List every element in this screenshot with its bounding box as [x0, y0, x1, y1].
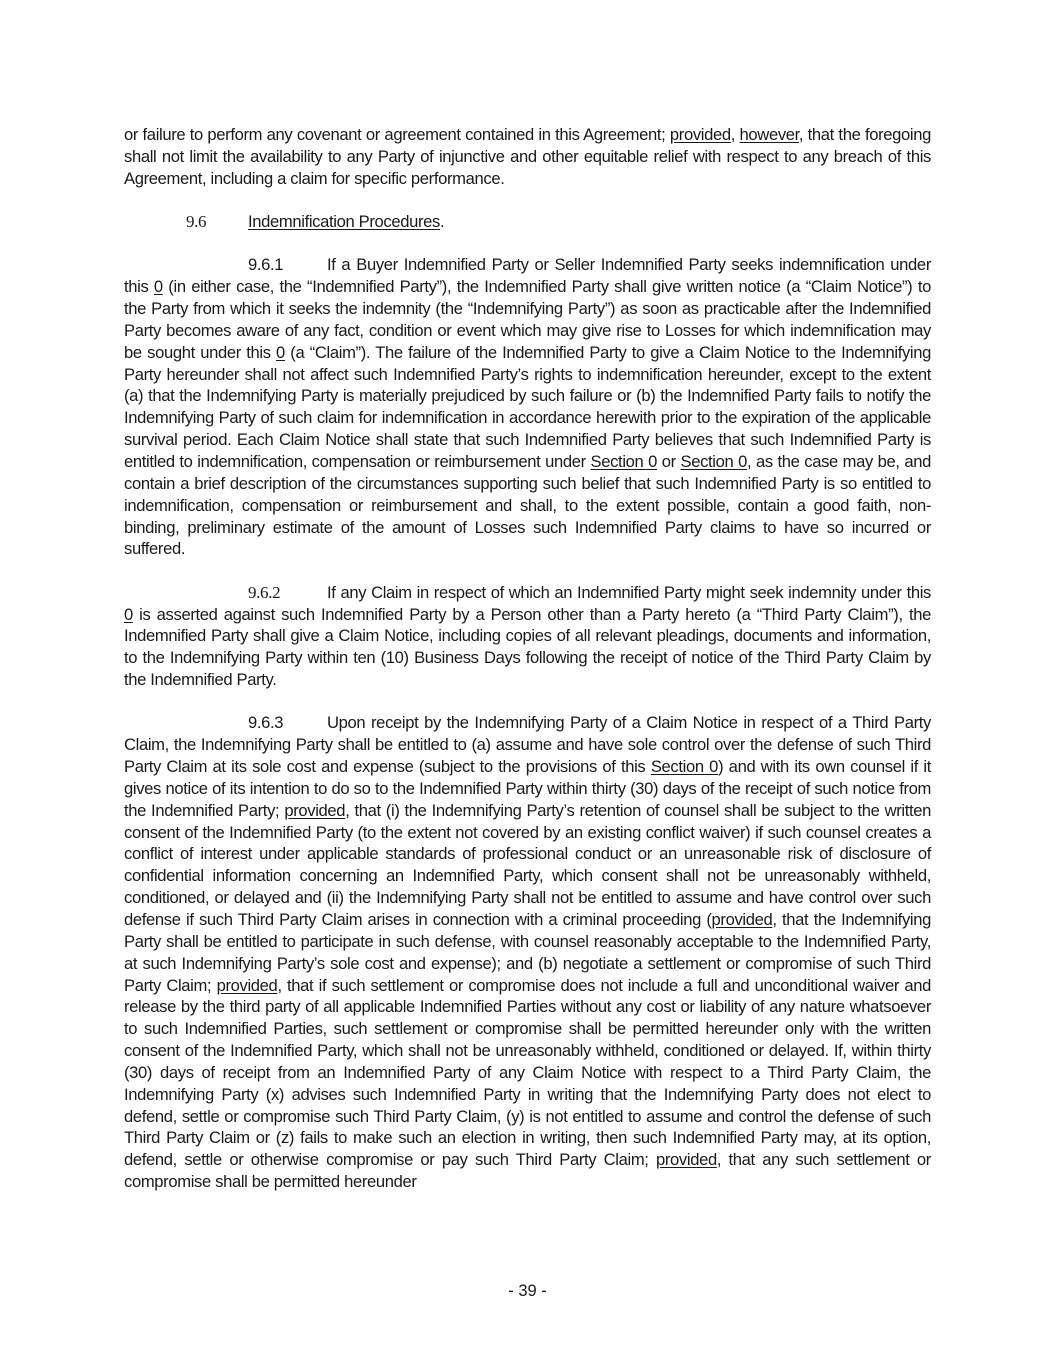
cross-reference: Section 0	[650, 757, 719, 777]
text: If any Claim in respect of which an Indemnified Party might seek indemnity under this	[327, 582, 931, 602]
cross-reference: Section 0	[680, 451, 747, 471]
cross-reference: 0	[124, 604, 133, 624]
cross-reference: Section 0	[590, 451, 658, 471]
underlined-term: provided	[711, 910, 773, 929]
section-heading	[186, 211, 931, 233]
text: , that (i) the Indemnifying Party’s retention of counsel shall be subject to the written consent of the Indemnified Party (to the extent not covered by an existing conflict waiver) if such counsel creates a conflict of interest under applicable standards of professional conduct or an unreasonable risk of disclosure of confidential information concerning an Indemnified Party, which consent shall not be unreasonably withheld, conditioned, or delayed and (ii) the Indemnifying Party shall not be entitled to assume and have control over such defense if such Third Party Claim arises in connection with a criminal proceeding (	[124, 800, 932, 929]
text: , that if such settlement or compromise does not include a full and unconditional waiver and release by the third party of all applicable Indemnified Parties without any cost or liability of any nature whatsoever to such Indemnified Parties, such settlement or compromise shall be permitted hereunder only with the written consent of the Indemnified Party, which shall not be unreasonably withheld, conditioned or delayed. If, within thirty (30) days of receipt from an Indemnified Party of any Claim Notice with respect to a Third Party Claim, the Indemnifying Party (x) advises such Indemnified Party in writing that the Indemnifying Party does not elect to defend, settle or compromise such Third Party Claim, (y) is not entitled to assume and control the defense of such Third Party Claim or (z) fails to make such an election in writing, then such Indemnified Party may, at its option, defend, settle or otherwise compromise or pay such Third Party Claim;	[124, 975, 931, 1170]
subsection-9-6-3	[124, 712, 931, 1193]
section-title: Indemnification Procedures	[248, 212, 440, 232]
text: ,	[730, 125, 740, 144]
intro-paragraph	[124, 124, 931, 190]
subsection-number: 9.6.1	[248, 255, 284, 275]
subsection-number: 9.6.3	[248, 713, 284, 733]
underlined-term: provided	[216, 975, 278, 995]
text: or	[657, 451, 681, 471]
text: (in either case, the “Indemnified Party”), the Indemnified Party shall give written notice (a “Claim Notice”) to the Party from which it seeks the indemnity (the “Indemnifying Party”) as soon as practicable after the Indemnified Party becomes aware of any fact, condition or event which may give rise to Losses for which indemnification may be sought under this	[124, 277, 931, 362]
text: is asserted against such Indemnified Party by a Person other than a Party hereto (a “Third Party Claim”), the Indemnified Party shall give a Claim Notice, including copies of all relevant pleadings, documents and information, to the Indemnifying Party within ten (10) Business Days following the receipt of notice of the Third Party Claim by the Indemnified Party.	[124, 604, 931, 690]
text: (a “Claim”). The failure of the Indemnified Party to give a Claim Notice to the Indemnifying Party hereunder shall not affect such Indemnified Party’s rights to indemnification hereunder, except to the extent (a) that the Indemnifying Party is materially prejudiced by such failure or (b) the Indemnified Party fails to notify the Indemnifying Party of such claim for indemnification in accordance herewith prior to the expiration of the applicable survival period. Each Claim Notice shall state that such Indemnified Party believes that such Indemnified Party is entitled to indemnification, compensation or reimbursement under	[124, 342, 931, 471]
text: If a Buyer Indemnified Party or Seller Indemnified Party seeks indemnification under this	[124, 255, 931, 297]
cross-reference: 0	[276, 342, 285, 362]
section-number: 9.6	[186, 212, 207, 232]
underlined-term: provided	[284, 800, 346, 820]
underlined-term: provided	[669, 125, 731, 144]
underlined-term: provided	[656, 1150, 717, 1170]
text: , that the Indemnifying Party shall be entitled to participate in such defense, with counsel reasonably acceptable to the Indemnified Party, at such Indemnifying Party’s sole cost and expense); and (b) negotiate a settlement or compromise of such Third Party Claim;	[124, 910, 931, 995]
subsection-9-6-1	[124, 254, 931, 560]
subsection-9-6-2	[124, 582, 931, 691]
text: , as the case may be, and contain a brief description of the circumstances supporting such belief that such Indemnified Party is so entitled to indemnification, compensation or reimbursement and shall, to the extent possible, contain a good faith, non-binding, preliminary estimate of the amount of Losses such Indemnified Party claims to have so incurred or suffered.	[124, 451, 931, 559]
document-page	[124, 124, 931, 1193]
text: .	[439, 212, 445, 232]
subsection-number: 9.6.2	[248, 582, 281, 602]
page-number: - 39 -	[508, 1282, 547, 1300]
underlined-term: however	[739, 125, 799, 144]
cross-reference: 0	[153, 277, 163, 297]
text: ) and with its own counsel if it gives notice of its intention to do so to the Indemnified Party within thirty (30) days of the receipt of such notice from the Indemnified Party;	[124, 757, 931, 820]
text: or failure to perform any covenant or agreement contained in this Agreement;	[124, 125, 670, 144]
text: , that the foregoing shall not limit the availability to any Party of injunctive and other equitable relief with respect to any breach of this Agreement, including a claim for specific performance.	[124, 125, 931, 188]
text: , that any such settlement or compromise shall be permitted hereunder	[124, 1150, 931, 1192]
text: Upon receipt by the Indemnifying Party of a Claim Notice in respect of a Third Party Claim, the Indemnifying Party shall be entitled to (a) assume and have sole control over the defense of such Third Party Claim at its sole cost and expense (subject to the provisions of this	[124, 713, 931, 777]
